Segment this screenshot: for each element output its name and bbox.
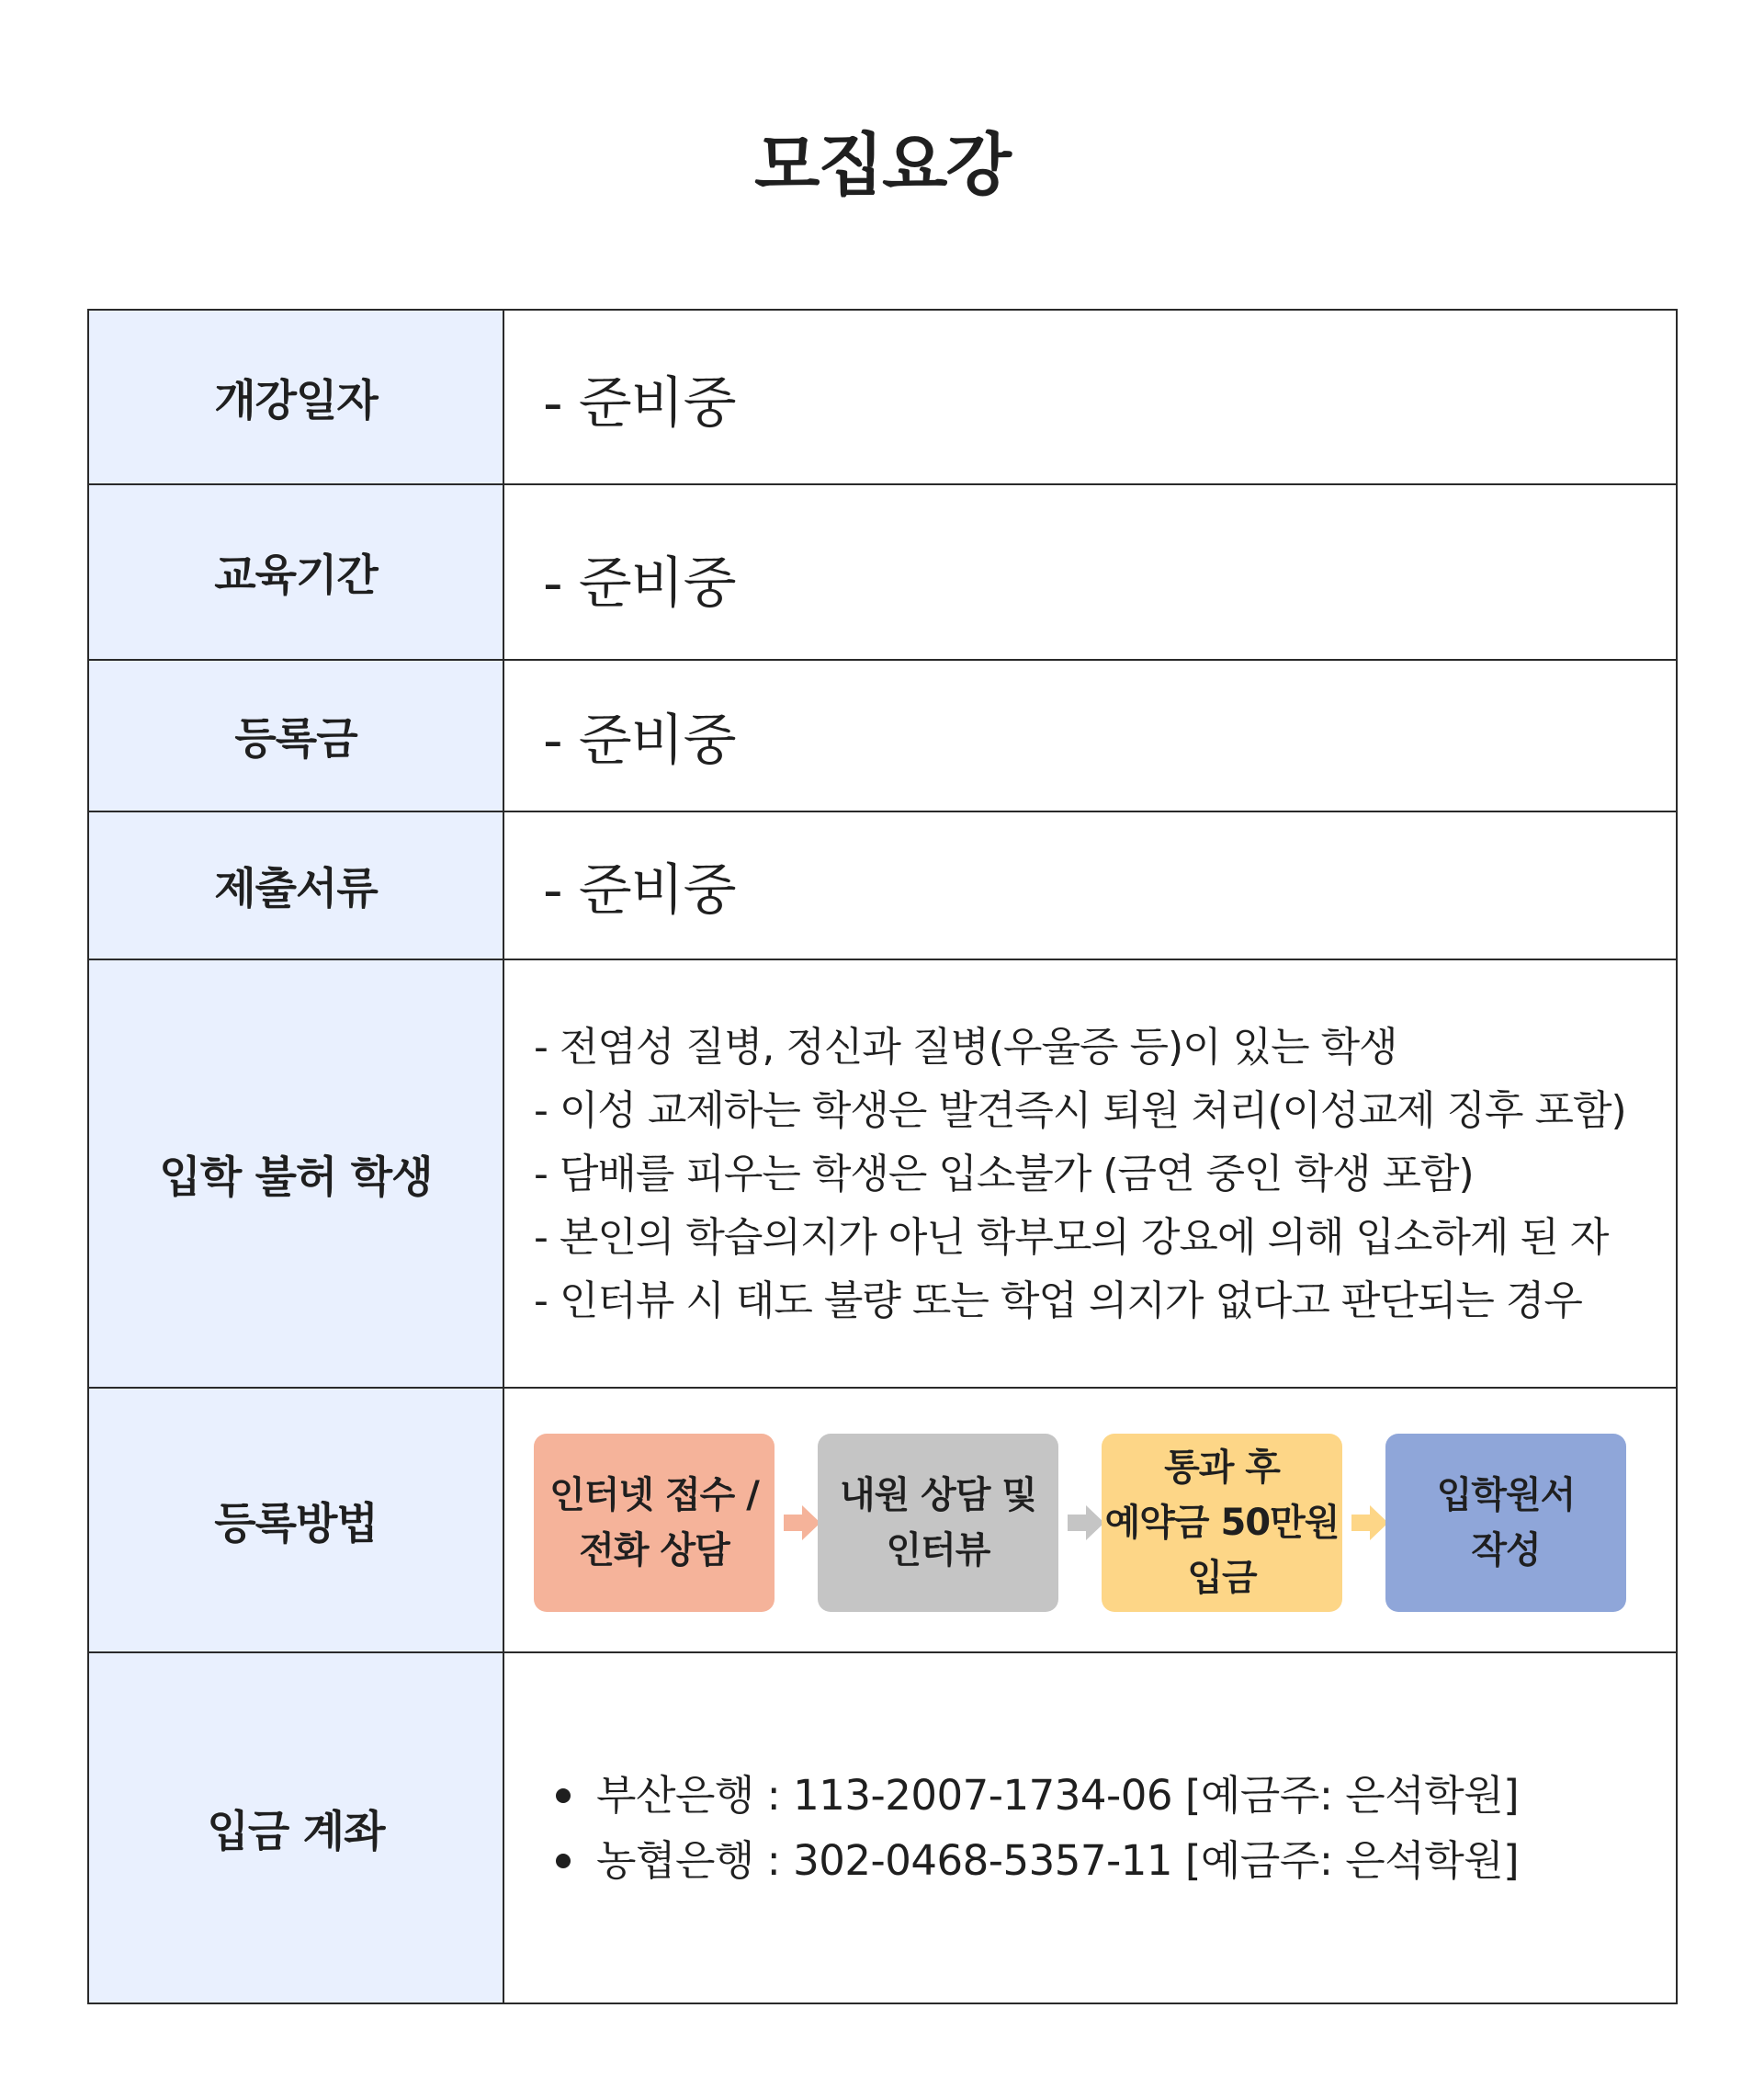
flow-step-line: 인터넷 접수 / [549, 1474, 759, 1516]
row-value: - 준비중 [543, 857, 736, 923]
row-value: - 준비중 [543, 708, 736, 773]
recruitment-table [87, 309, 1678, 2004]
account-text: 농협은행 : 302-0468-5357-11 [예금주: 은석학원] [596, 1836, 1520, 1885]
row-label: 교육기간 [88, 484, 503, 660]
arrow-right-icon [782, 1503, 822, 1543]
table-row [88, 959, 1677, 1388]
flow-step-enrollment-form [1385, 1434, 1626, 1612]
flow-step-line: 예약금 50만원 [1104, 1502, 1340, 1544]
list-item: - 담배를 피우는 학생은 입소불가 (금연 중인 학생 포함) [534, 1150, 1474, 1197]
row-label: 등록금 [88, 660, 503, 811]
table-row [88, 1652, 1677, 2003]
page-title: 모집요강 [754, 126, 1010, 205]
flow-step-interview [818, 1434, 1058, 1612]
flow-step-line: 내원 상담 및 [839, 1474, 1037, 1516]
bullet-icon [556, 1854, 571, 1868]
table-row [88, 1388, 1677, 1652]
table-row [88, 484, 1677, 660]
list-item: - 이성 교제하는 학생은 발견즉시 퇴원 처리(이성교제 징후 포함) [534, 1086, 1626, 1134]
account-list [504, 1763, 1676, 1893]
list-item [556, 1828, 1676, 1893]
flow-step-deposit [1102, 1434, 1342, 1612]
table-row [88, 811, 1677, 959]
list-item: - 전염성 질병, 정신과 질병(우울증 등)이 있는 학생 [534, 1023, 1397, 1071]
row-value-cell [503, 310, 1677, 484]
row-label: 개강일자 [88, 310, 503, 484]
account-text: 부산은행 : 113-2007-1734-06 [예금주: 은석학원] [596, 1771, 1520, 1820]
row-label: 입학 불허 학생 [88, 959, 503, 1388]
table-row [88, 310, 1677, 484]
flow-step-application [534, 1434, 775, 1612]
registration-flow [504, 1389, 1676, 1651]
flow-step-line: 통과 후 [1164, 1447, 1280, 1489]
arrow-right-icon [1066, 1503, 1106, 1543]
flow-step-line: 인터뷰 [886, 1529, 990, 1571]
row-value-cell [503, 484, 1677, 660]
row-value-cell [503, 660, 1677, 811]
arrow-right-icon [1350, 1503, 1390, 1543]
ineligible-list [504, 1015, 1676, 1333]
list-item: - 인터뷰 시 태도 불량 또는 학업 의지가 없다고 판단되는 경우 [534, 1276, 1582, 1324]
table-row [88, 660, 1677, 811]
list-item [556, 1763, 1676, 1828]
bullet-icon [556, 1788, 571, 1803]
flow-step-line: 입금 [1187, 1557, 1257, 1599]
row-label: 입금 계좌 [88, 1652, 503, 2003]
list-item: - 본인의 학습의지가 아닌 학부모의 강요에 의해 입소하게 된 자 [534, 1213, 1609, 1261]
flow-step-line: 전화 상담 [579, 1529, 729, 1571]
row-value: - 준비중 [543, 371, 736, 436]
row-label: 제출서류 [88, 811, 503, 959]
row-value-cell [503, 811, 1677, 959]
row-value-cell [503, 1388, 1677, 1652]
row-label: 등록방법 [88, 1388, 503, 1652]
row-value: - 준비중 [543, 550, 736, 616]
row-value-cell [503, 959, 1677, 1388]
flow-step-line: 입학원서 [1436, 1474, 1576, 1516]
row-value-cell [503, 1652, 1677, 2003]
flow-step-line: 작성 [1471, 1529, 1541, 1571]
